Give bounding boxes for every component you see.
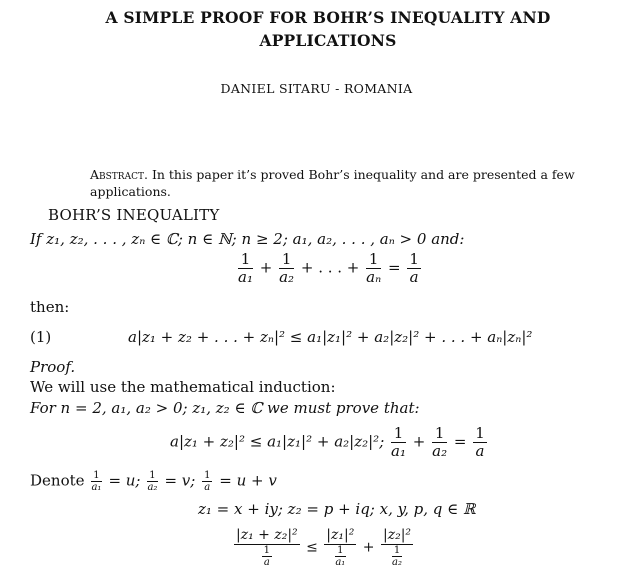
abstract-text-1: In this paper it’s proved Bohr’s inequality and are presented a few xyxy=(151,167,575,182)
abstract-label: Abstract. xyxy=(90,167,148,182)
base-case-line: For n = 2, a₁, a₂ > 0; z₁, z₂ ∈ ℂ we must prove that: xyxy=(30,399,420,417)
proof-label: Proof. xyxy=(30,358,76,376)
title-line-2: APPLICATIONS xyxy=(259,31,397,50)
equation-number: (1) xyxy=(30,328,52,346)
author-line: DANIEL SITARU - ROMANIA xyxy=(220,81,413,96)
abstract xyxy=(90,166,580,200)
hypothesis-line: If z₁, z₂, . . . , zₙ ∈ ℂ; n ∈ ℕ; n ≥ 2; a₁, a₂, . . . , aₙ > 0 and: xyxy=(30,230,465,248)
complex-definition-line: z₁ = x + iy; z₂ = p + iq; x, y, p, q ∈ ℝ xyxy=(198,500,476,518)
abstract-text-2: applications. xyxy=(90,184,171,199)
reciprocal-sum-equation: $\frac{1}{\text{a₁}}$ + $\frac{1}{\text{a₂}}$ + . . . + $\frac{1}{\text{aₙ}}$ = $\frac{1}{a}$ xyxy=(238,250,419,286)
base-case-equation: a|z₁ + z₂|² ≤ a₁|z₁|² + a₂|z₂|²; $\frac{1}{\text{a₁}}$ + $\frac{1}{\text{a₂}}$ = $\frac{1}{a}$ xyxy=(170,424,485,460)
induction-line: We will use the mathematical induction: xyxy=(30,378,336,396)
modulus-inequality: $\frac{\text{|z₁ + z₂|²}}{\frac{1}{a}}$ ≤ $\frac{\text{|z₁|²}}{\frac{1}{\text{a₁}}}$ + $\frac{\text{|z₂|²}}{\frac{1}{\text{a₂}}}$ xyxy=(236,527,412,568)
bohr-inequality-equation: a|z₁ + z₂ + . . . + zₙ|² ≤ a₁|z₁|² + a₂|z₂|² + . . . + aₙ|zₙ|² xyxy=(128,328,533,346)
then-label: then: xyxy=(30,298,70,316)
title-line-1: A SIMPLE PROOF FOR BOHR’S INEQUALITY AND xyxy=(105,8,551,27)
denote-line: Denote $\frac{1}{\text{a₁}}$ = u; $\frac{1}{\text{a₂}}$ = v; $\frac{1}{a}$ = u + v xyxy=(30,470,277,493)
section-heading: BOHR’S INEQUALITY xyxy=(48,206,220,224)
paper-title xyxy=(60,6,596,52)
